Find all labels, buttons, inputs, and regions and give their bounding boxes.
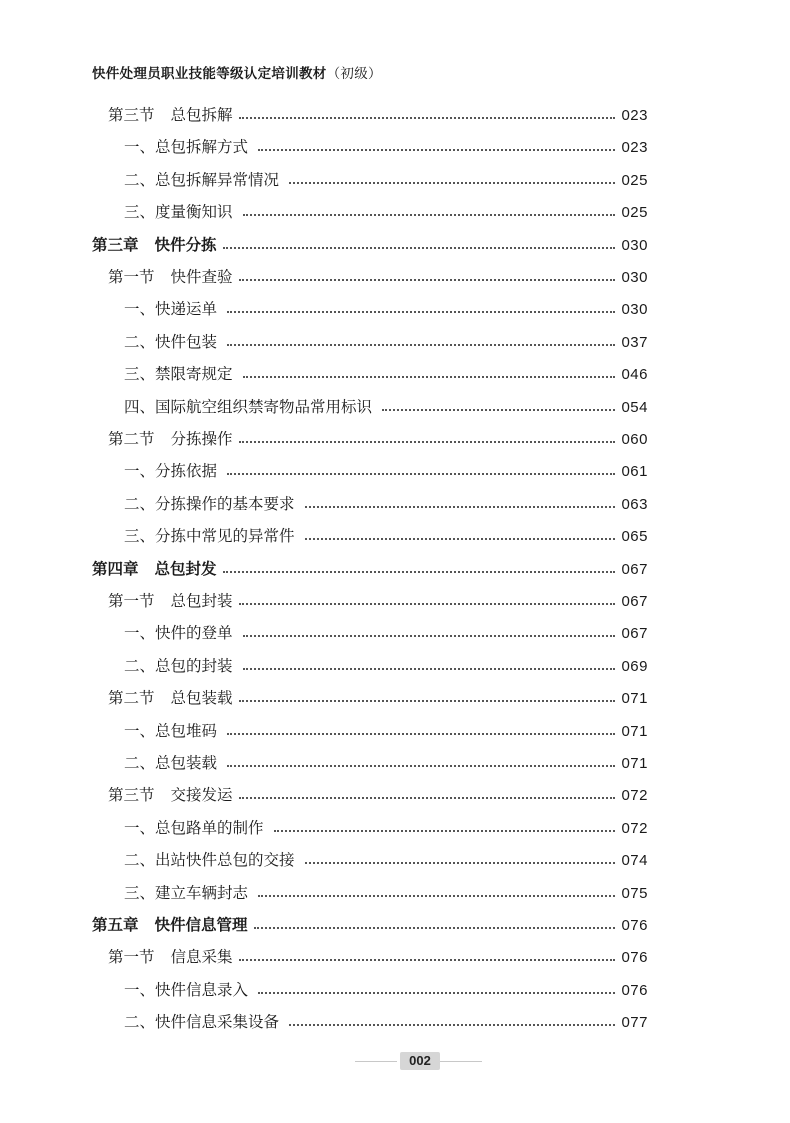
- dot-leader: [382, 409, 615, 411]
- toc-entry-title: 总包的封装: [155, 656, 233, 675]
- toc-entry-number: 二、: [124, 656, 156, 675]
- dot-leader: [239, 603, 616, 605]
- toc-entry-item: [124, 455, 648, 487]
- toc-entry-page: 067: [621, 560, 648, 578]
- toc-entry-item: [124, 391, 648, 423]
- toc-entry-title: 分拣操作的基本要求: [155, 494, 295, 513]
- toc-entry-page: 060: [621, 431, 648, 448]
- toc-entry-number: 二、: [124, 1013, 156, 1032]
- dot-leader: [227, 344, 615, 346]
- toc-entry-number: 第三章: [92, 235, 139, 254]
- toc-entry-page: 030: [621, 236, 648, 254]
- toc-entry-page: 023: [621, 139, 648, 157]
- toc-entry-item: [124, 812, 648, 844]
- dot-leader: [239, 959, 616, 961]
- toc-entry-page: 037: [621, 333, 648, 351]
- toc-entry-item: [124, 844, 648, 876]
- toc-entry-number: 三、: [124, 365, 156, 384]
- toc-entry-page: 030: [621, 301, 648, 319]
- toc-entry-number: 第三节: [108, 786, 155, 805]
- toc-entry-number: 第二节: [108, 430, 155, 448]
- toc-entry-number: 第一节: [108, 592, 155, 610]
- toc-entry-number: 二、: [124, 332, 156, 351]
- toc-entry-section: [108, 423, 648, 455]
- toc-entry-number: 二、: [124, 851, 156, 870]
- toc-entry-title: 总包拆解异常情况: [155, 170, 280, 189]
- toc-entry-section: [108, 682, 648, 714]
- toc-entry-number: 第五章: [92, 916, 139, 934]
- toc-entry-title: 总包装载: [155, 754, 218, 772]
- dot-leader: [243, 668, 616, 670]
- dot-leader: [258, 992, 615, 994]
- toc-entry-number: 一、: [124, 300, 156, 319]
- toc-entry-number: 第二节: [108, 689, 155, 708]
- dot-leader: [289, 182, 615, 184]
- toc-entry-title: 分拣中常见的异常件: [155, 527, 295, 546]
- edition-label: （初级）: [326, 66, 382, 82]
- toc-entry-number: 一、: [124, 721, 156, 740]
- dot-leader: [239, 797, 616, 799]
- dot-leader: [239, 441, 616, 443]
- toc-entry-page: 076: [621, 949, 648, 967]
- toc-entry-item: [124, 488, 648, 520]
- toc-entry-item: [124, 326, 648, 358]
- dot-leader: [223, 571, 616, 573]
- dot-leader: [243, 635, 616, 637]
- toc-entry-item: [124, 715, 648, 747]
- toc-entry-page: 075: [621, 884, 648, 902]
- toc-entry-item: [124, 293, 648, 325]
- toc-entry-number: 三、: [124, 527, 156, 546]
- toc-entry-item: [124, 164, 648, 196]
- toc-entry-title: 快件包装: [155, 332, 218, 351]
- toc-entry-title: 快件分拣: [154, 235, 217, 254]
- toc-entry-title: 快件信息采集设备: [155, 1013, 280, 1032]
- folio-rule-left: [355, 1061, 397, 1062]
- toc-entry-title: 总包拆解: [170, 106, 233, 124]
- toc-entry-number: 三、: [124, 203, 156, 222]
- toc-entry-title: 快件信息管理: [154, 916, 248, 934]
- toc-entry-number: 一、: [124, 818, 156, 837]
- toc-entry-page: 067: [621, 625, 648, 643]
- page-number: 002: [400, 1052, 440, 1070]
- dot-leader: [243, 376, 616, 378]
- toc-entry-title: 快件信息录入: [155, 980, 249, 999]
- toc-entry-page: 071: [621, 690, 648, 708]
- toc-entry-section: [108, 261, 648, 293]
- toc-entry-page: 074: [621, 852, 648, 870]
- toc-entry-section: [108, 99, 648, 131]
- toc-entry-item: [124, 1006, 648, 1038]
- toc-entry-number: 第三节: [108, 106, 155, 124]
- dot-leader: [227, 311, 615, 313]
- dot-leader: [223, 247, 616, 249]
- toc-entry-number: 第一节: [108, 268, 155, 286]
- dot-leader: [305, 506, 616, 508]
- toc-entry-page: 061: [621, 463, 648, 481]
- dot-leader: [289, 1024, 615, 1026]
- toc-entry-chapter: [92, 553, 648, 585]
- dot-leader: [258, 149, 615, 151]
- toc-entry-item: [124, 358, 648, 390]
- toc-entry-title: 快件查验: [170, 268, 233, 286]
- toc-entry-number: 四、: [124, 397, 156, 416]
- toc-entry-section: [108, 585, 648, 617]
- toc-entry-page: 071: [621, 722, 648, 740]
- toc-entry-title: 快件的登单: [155, 624, 233, 643]
- toc-entry-item: [124, 617, 648, 649]
- toc-entry-title: 总包拆解方式: [155, 138, 249, 157]
- toc-entry-title: 总包堆码: [155, 721, 218, 740]
- toc-entry-title: 出站快件总包的交接: [155, 851, 295, 870]
- toc-entry-page: 067: [621, 593, 648, 610]
- toc-entry-page: 076: [621, 981, 648, 999]
- toc-entry-number: 第一节: [108, 948, 155, 967]
- toc-entry-page: 069: [621, 657, 648, 675]
- toc-entry-title: 禁限寄规定: [155, 365, 233, 384]
- toc-entry-page: 025: [621, 171, 648, 189]
- toc-entry-title: 快递运单: [155, 300, 218, 319]
- dot-leader: [239, 117, 616, 119]
- dot-leader: [258, 895, 615, 897]
- book-title: 快件处理员职业技能等级认定培训教材: [92, 66, 327, 82]
- toc-entry-page: 076: [621, 917, 648, 934]
- toc-entry-page: 054: [621, 398, 648, 416]
- toc-entry-title: 分拣操作: [170, 430, 233, 448]
- toc-entry-section: [108, 779, 648, 811]
- dot-leader: [243, 214, 616, 216]
- folio-rule-right: [440, 1061, 482, 1062]
- toc-entry-title: 总包装载: [170, 689, 233, 708]
- page-folio: [0, 1050, 790, 1072]
- toc-entry-item: [124, 877, 648, 909]
- toc-entry-section: [108, 941, 648, 973]
- dot-leader: [227, 765, 615, 767]
- toc-entry-number: 一、: [124, 624, 156, 643]
- toc-entry-chapter: [92, 909, 648, 941]
- toc-entry-chapter: [92, 229, 648, 261]
- toc-entry-page: 025: [621, 204, 648, 222]
- dot-leader: [227, 473, 615, 475]
- dot-leader: [305, 862, 616, 864]
- toc-entry-item: [124, 747, 648, 779]
- toc-entry-number: 一、: [124, 462, 156, 481]
- toc-entry-title: 总包封发: [154, 559, 217, 578]
- toc-entry-title: 国际航空组织禁寄物品常用标识: [155, 397, 373, 416]
- toc-entry-item: [124, 196, 648, 228]
- toc-entry-title: 总包封装: [170, 592, 233, 610]
- toc-entry-title: 信息采集: [170, 948, 233, 967]
- toc-entry-page: 030: [621, 269, 648, 286]
- toc-entry-number: 二、: [124, 494, 156, 513]
- toc-entry-number: 第四章: [92, 559, 139, 578]
- dot-leader: [274, 830, 616, 832]
- toc-entry-page: 046: [621, 366, 648, 384]
- toc-entry-number: 二、: [124, 170, 156, 189]
- toc-entry-page: 063: [621, 495, 648, 513]
- dot-leader: [305, 538, 616, 540]
- toc-entry-number: 二、: [124, 754, 156, 772]
- toc-entry-number: 一、: [124, 980, 156, 999]
- dot-leader: [227, 733, 615, 735]
- toc-entry-number: 三、: [124, 883, 156, 902]
- toc-entry-item: [124, 520, 648, 552]
- dot-leader: [254, 927, 616, 929]
- toc-entry-page: 065: [621, 528, 648, 546]
- toc-entry-number: 一、: [124, 138, 156, 157]
- toc-entry-page: 071: [621, 755, 648, 772]
- toc-entry-page: 072: [621, 787, 648, 805]
- dot-leader: [239, 279, 616, 281]
- toc-entry-page: 023: [621, 107, 648, 124]
- toc-entry-page: 077: [621, 1014, 648, 1032]
- running-header: [92, 62, 382, 82]
- toc-entry-title: 建立车辆封志: [155, 883, 249, 902]
- toc-entry-title: 交接发运: [170, 786, 233, 805]
- toc-entry-item: [124, 974, 648, 1006]
- toc-entry-page: 072: [621, 819, 648, 837]
- toc-entry-item: [124, 650, 648, 682]
- dot-leader: [239, 700, 616, 702]
- toc-entry-title: 总包路单的制作: [155, 818, 264, 837]
- toc-entry-title: 分拣依据: [155, 462, 218, 481]
- toc-entry-title: 度量衡知识: [155, 203, 233, 222]
- toc-entry-item: [124, 131, 648, 163]
